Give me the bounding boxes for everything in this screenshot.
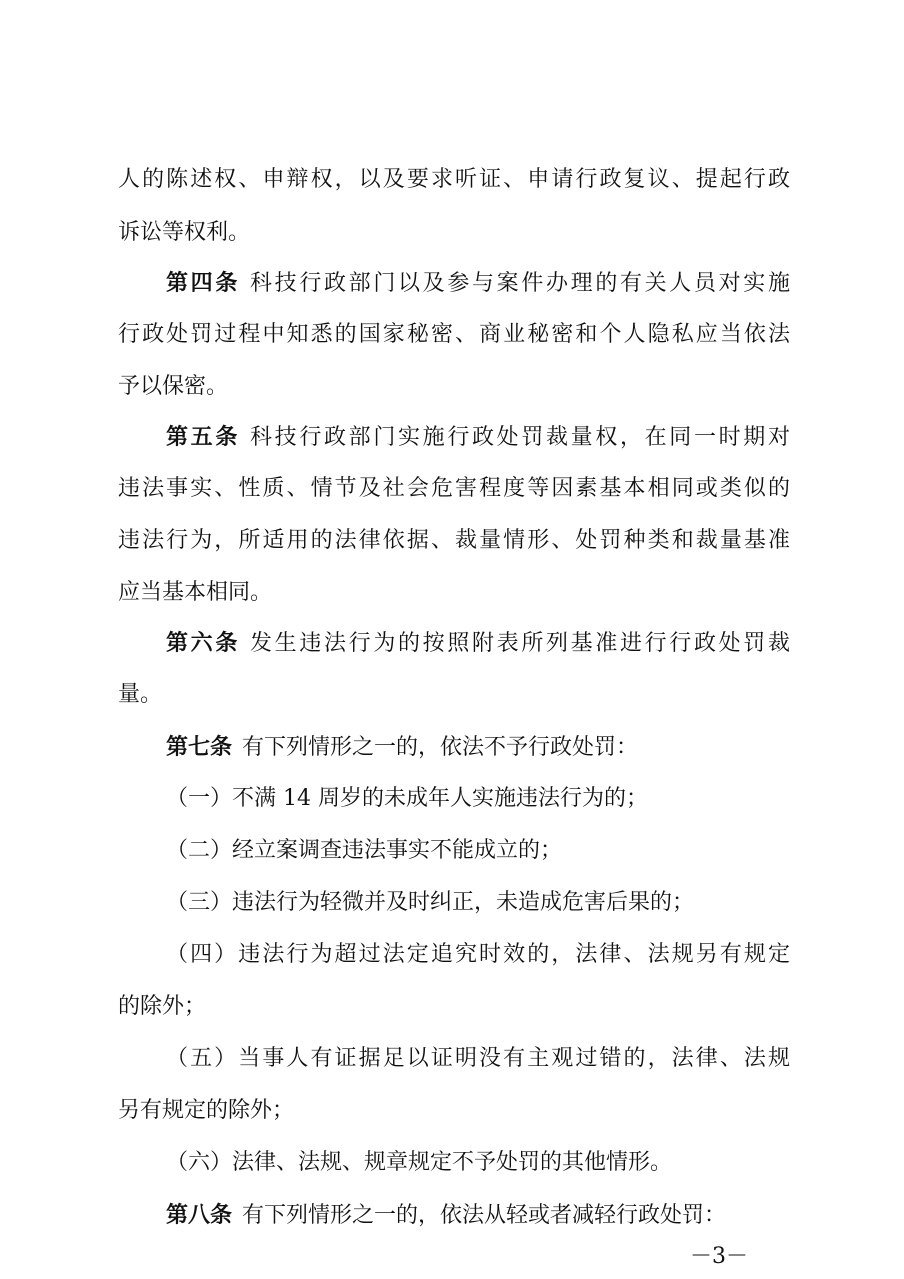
text-line: 应当基本相同。 (118, 580, 273, 605)
article-7-line (166, 732, 790, 763)
article-4-heading: 第四条 (166, 270, 240, 296)
article-4-text: 科技行政部门以及参与案件办理的有关人员对实施 (250, 271, 790, 296)
article-8-heading: 第八条 (166, 1202, 233, 1228)
text-line: 量。 (118, 682, 163, 707)
article-6-line (166, 628, 790, 659)
article-6-heading: 第六条 (166, 630, 240, 656)
page-number: －3－ (690, 1244, 748, 1269)
text-line: 的除外； (118, 994, 207, 1019)
text-line: 诉讼等权利。 (118, 220, 251, 245)
text-line: 另有规定的除外； (118, 1098, 295, 1123)
article-8-text: 有下列情形之一的，依法从轻或者减轻行政处罚： (242, 1203, 727, 1228)
list-item: （四）违法行为超过法定追究时效的，法律、法规另有规定 (166, 942, 790, 967)
article-7-heading: 第七条 (166, 734, 233, 760)
text-line: 违法行为，所适用的法律依据、裁量情形、处罚种类和裁量基准 (118, 528, 790, 553)
text-line: 人的陈述权、申辩权，以及要求听证、申请行政复议、提起行政 (118, 167, 790, 192)
list-item: （一）不满 14 周岁的未成年人实施违法行为的； (166, 786, 648, 811)
article-7-text: 有下列情形之一的，依法不予行政处罚： (242, 735, 639, 760)
list-item: （五）当事人有证据足以证明没有主观过错的，法律、法规 (166, 1046, 790, 1071)
text-line: 违法事实、性质、情节及社会危害程度等因素基本相同或类似的 (118, 476, 790, 501)
list-item: （六）法律、法规、规章规定不予处罚的其他情形。 (166, 1150, 673, 1175)
text-line: 予以保密。 (118, 374, 229, 399)
article-6-text: 发生违法行为的按照附表所列基准进行行政处罚裁 (250, 631, 790, 656)
list-item: （二）经立案调查违法事实不能成立的； (166, 838, 563, 863)
article-5-heading: 第五条 (166, 424, 240, 450)
list-item: （三）违法行为轻微并及时纠正，未造成危害后果的； (166, 890, 695, 915)
article-4-line (166, 268, 790, 299)
text-line: 行政处罚过程中知悉的国家秘密、商业秘密和个人隐私应当依法 (118, 322, 790, 347)
article-8-line (166, 1200, 790, 1231)
article-5-text: 科技行政部门实施行政处罚裁量权，在同一时期对 (250, 425, 790, 450)
article-5-line (166, 422, 790, 453)
